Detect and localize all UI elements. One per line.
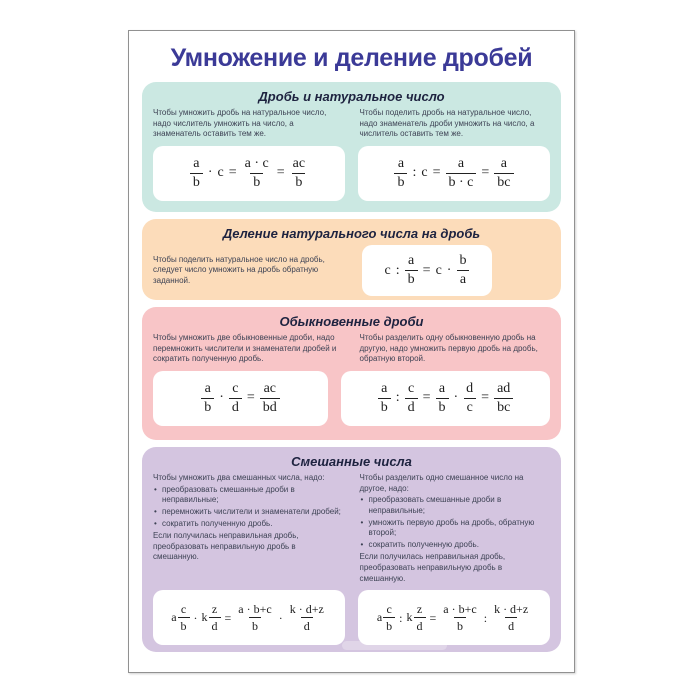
math-symbol: : xyxy=(395,262,400,278)
fraction: $\frac{a}{b}$ xyxy=(394,157,407,190)
math-symbol: c xyxy=(421,165,428,181)
section2-row xyxy=(153,245,550,296)
formula-number-divided-by-fraction xyxy=(385,254,470,287)
section1-right-rule-text: Чтобы поделить дробь на натуральное число, надо знаменатель дроби умножить на число, а числитель оставить тем же. xyxy=(359,108,535,139)
fraction: $\frac{c}{d}$ xyxy=(229,382,242,415)
math-symbol: = xyxy=(276,165,285,181)
math-symbol: · xyxy=(453,390,459,406)
mixed-number: k $\frac{z}{d}$ xyxy=(407,603,426,632)
bullet-item: • преобразовать смешанные дроби в неправильные; xyxy=(360,495,551,516)
section1-multiply-formula-box xyxy=(153,146,345,201)
math-symbol: · xyxy=(278,610,283,625)
section-mixed-numbers xyxy=(142,447,561,652)
bullet-item: • перемножить числители и знаменатели дробей; xyxy=(153,507,344,518)
fraction: $\frac{a}{b \cdot c}$ xyxy=(446,157,477,190)
math-symbol: c xyxy=(435,262,442,278)
fraction: $\frac{b}{a}$ xyxy=(456,254,469,287)
math-symbol: = xyxy=(228,165,237,181)
fraction: $\frac{ac}{bd}$ xyxy=(260,382,280,415)
watermark xyxy=(342,641,447,650)
section4-formula-row xyxy=(153,590,550,645)
section-fraction-natural-title: Дробь и натуральное число xyxy=(258,89,445,104)
section3-divide-formula-box xyxy=(341,371,550,426)
math-symbol: · xyxy=(446,262,452,278)
poster-title: Умножение и деление дробей xyxy=(170,44,533,72)
section-common-fractions xyxy=(142,307,561,440)
formula-mixed-multiplied xyxy=(171,603,327,632)
math-symbol: : xyxy=(399,610,403,625)
fraction: $\frac{a}{b}$ xyxy=(201,382,214,415)
section4-left-column xyxy=(153,473,344,584)
math-symbol: : xyxy=(412,165,417,181)
section-fraction-natural xyxy=(142,82,561,212)
section4-right-outro: Если получилась неправильная дробь, преобразовать неправильную дробь в смешанную. xyxy=(359,552,506,583)
section1-formula-row xyxy=(153,146,550,201)
section4-multiply-formula-box xyxy=(153,590,345,645)
formula-fractions-divided xyxy=(378,382,514,415)
mixed-number: k $\frac{z}{d}$ xyxy=(202,603,221,632)
section4-text-columns xyxy=(153,473,550,584)
math-symbol: = xyxy=(481,165,490,181)
math-symbol: · xyxy=(207,165,213,181)
math-symbol: c xyxy=(384,262,391,278)
formula-fraction-times-number xyxy=(190,157,308,190)
section3-right-rule-text: Чтобы разделить одну обыкновенную дробь на другую, надо умножить первую дробь на дробь, обратную второй. xyxy=(359,333,538,364)
section3-formula-row xyxy=(153,371,550,426)
fraction: $\frac{k \cdot d+z}{d}$ xyxy=(494,602,529,634)
section1-text-columns xyxy=(153,108,550,140)
fraction: $\frac{c}{d}$ xyxy=(405,382,418,415)
section3-text-columns xyxy=(153,333,550,365)
mixed-number: a $\frac{c}{b}$ xyxy=(377,603,395,632)
section1-left-rule-text: Чтобы умножить дробь на натуральное число, надо числитель умножить на число, а знаменатель оставить тем же. xyxy=(153,108,327,139)
section2-formula-box xyxy=(362,245,492,296)
section4-title: Смешанные числа xyxy=(291,454,412,469)
math-symbol: : xyxy=(483,610,488,625)
bullet-item: • умножить первую дробь на дробь, обратную второй; xyxy=(360,518,551,539)
section1-divide-formula-box xyxy=(358,146,550,201)
bullet-item: • сократить полученную дробь. xyxy=(153,519,344,530)
fraction: $\frac{ad}{bc}$ xyxy=(494,382,513,415)
math-symbol: = xyxy=(432,165,441,181)
mixed-number: a $\frac{c}{b}$ xyxy=(171,603,189,632)
section3-multiply-formula-box xyxy=(153,371,328,426)
section4-left-bullets xyxy=(153,485,344,530)
fraction: $\frac{a \cdot b+c}{b}$ xyxy=(238,602,272,634)
math-symbol: · xyxy=(193,610,198,625)
section2-rule-text: Чтобы поделить натуральное число на дробь, следует число умножить на дробь обратную заданной. xyxy=(153,254,325,285)
math-symbol: = xyxy=(246,390,255,406)
fraction: $\frac{a}{b}$ xyxy=(436,382,449,415)
math-symbol: c xyxy=(217,165,224,181)
math-symbol: = xyxy=(422,262,431,278)
formula-mixed-divided xyxy=(377,603,531,632)
math-symbol: = xyxy=(429,610,437,625)
fraction: $\frac{a}{b}$ xyxy=(405,254,418,287)
fraction: $\frac{ac}{b}$ xyxy=(292,155,306,190)
formula-fractions-multiplied xyxy=(201,382,280,415)
sections-container xyxy=(129,73,574,652)
section-number-divided-by-fraction xyxy=(142,219,561,300)
formula-fraction-divided-by-number xyxy=(394,157,513,190)
section3-title: Обыкновенные дроби xyxy=(279,314,424,329)
bullet-item: • сократить полученную дробь. xyxy=(360,540,551,551)
section4-right-column xyxy=(360,473,551,584)
section4-left-outro: Если получилась неправильная дробь, преобразовать неправильную дробь в смешанную. xyxy=(153,531,299,562)
fraction: $\frac{k \cdot d+z}{d}$ xyxy=(289,602,324,634)
section4-left-intro: Чтобы умножить два смешанных числа, надо: xyxy=(153,473,325,482)
bullet-item: • преобразовать смешанные дроби в неправильные; xyxy=(153,485,344,506)
fraction: $\frac{a}{b}$ xyxy=(378,382,391,415)
math-symbol: = xyxy=(224,610,232,625)
section3-left-rule-text: Чтобы умножить две обыкновенные дроби, надо перемножить числители и знаменатели дробей и сократить полученную дробь. xyxy=(153,333,337,364)
fraction: $\frac{a}{b}$ xyxy=(190,157,203,190)
math-symbol: : xyxy=(395,390,400,406)
math-symbol: = xyxy=(481,390,490,406)
section4-right-intro: Чтобы разделить одно смешанное число на другое, надо: xyxy=(359,473,524,493)
fraction: $\frac{a \cdot c}{b}$ xyxy=(244,155,269,190)
poster-sheet xyxy=(128,30,575,673)
fraction: $\frac{a}{bc}$ xyxy=(494,157,513,190)
section4-right-bullets xyxy=(360,495,551,550)
fraction: $\frac{a \cdot b+c}{b}$ xyxy=(443,602,477,634)
math-symbol: = xyxy=(422,390,431,406)
fraction: $\frac{d}{c}$ xyxy=(463,382,476,415)
math-symbol: · xyxy=(219,390,224,406)
section2-title: Деление натурального числа на дробь xyxy=(222,226,481,241)
section4-divide-formula-box xyxy=(358,590,550,645)
